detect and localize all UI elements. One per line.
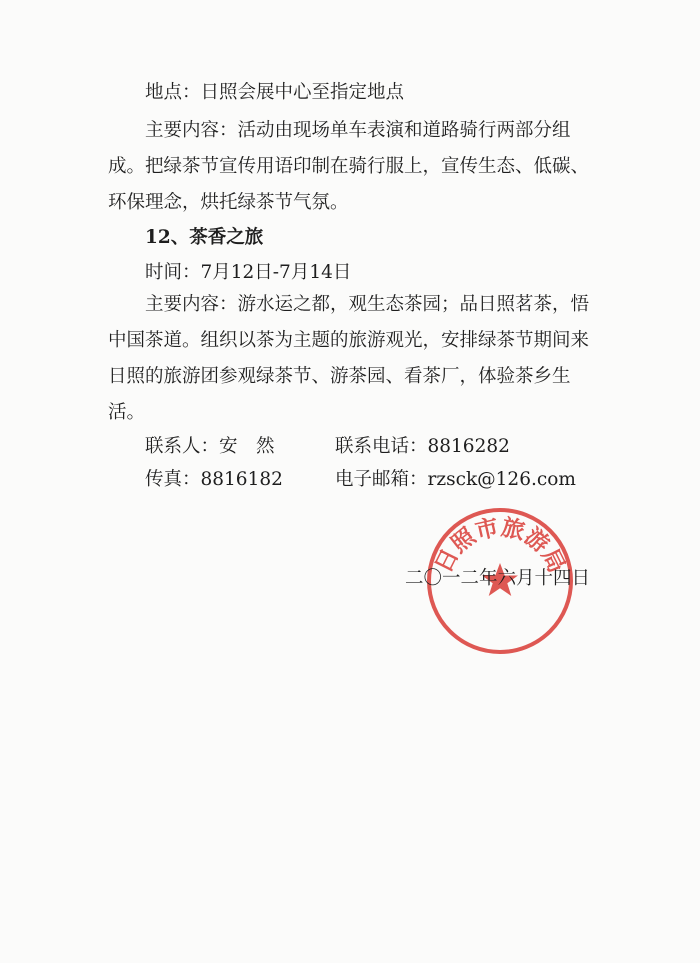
section-heading: 12、茶香之旅 [145, 227, 264, 248]
time-line: 时间：7月12日-7月14日 [145, 262, 352, 283]
venue-line: 地点：日照会展中心至指定地点 [145, 82, 405, 103]
seal-text: 日照市旅游局 [429, 513, 571, 578]
document-date: 二〇一二年六月十四日 [405, 568, 591, 589]
cycling-content-paragraph: 主要内容：活动由现场单车表演和道路骑行两部分组成。把绿茶节宣传用语印制在骑行服上，宣传生态、低碳、环保理念，烘托绿茶节气氛。 [108, 120, 590, 213]
contact-person: 联系人：安 然 [145, 436, 275, 457]
tour-content-paragraph: 主要内容：游水运之都，观生态茶园；品日照茗茶，悟中国茶道。组织以茶为主题的旅游观光，安排绿茶节期间来日照的旅游团参观绿茶节、游茶园、看茶厂，体验茶乡生活。 [108, 294, 590, 423]
contact-fax: 传真：8816182 [145, 469, 283, 490]
contact-phone: 联系电话：8816282 [335, 436, 510, 457]
contact-email: 电子邮箱：rzsck@126.com [335, 469, 576, 490]
